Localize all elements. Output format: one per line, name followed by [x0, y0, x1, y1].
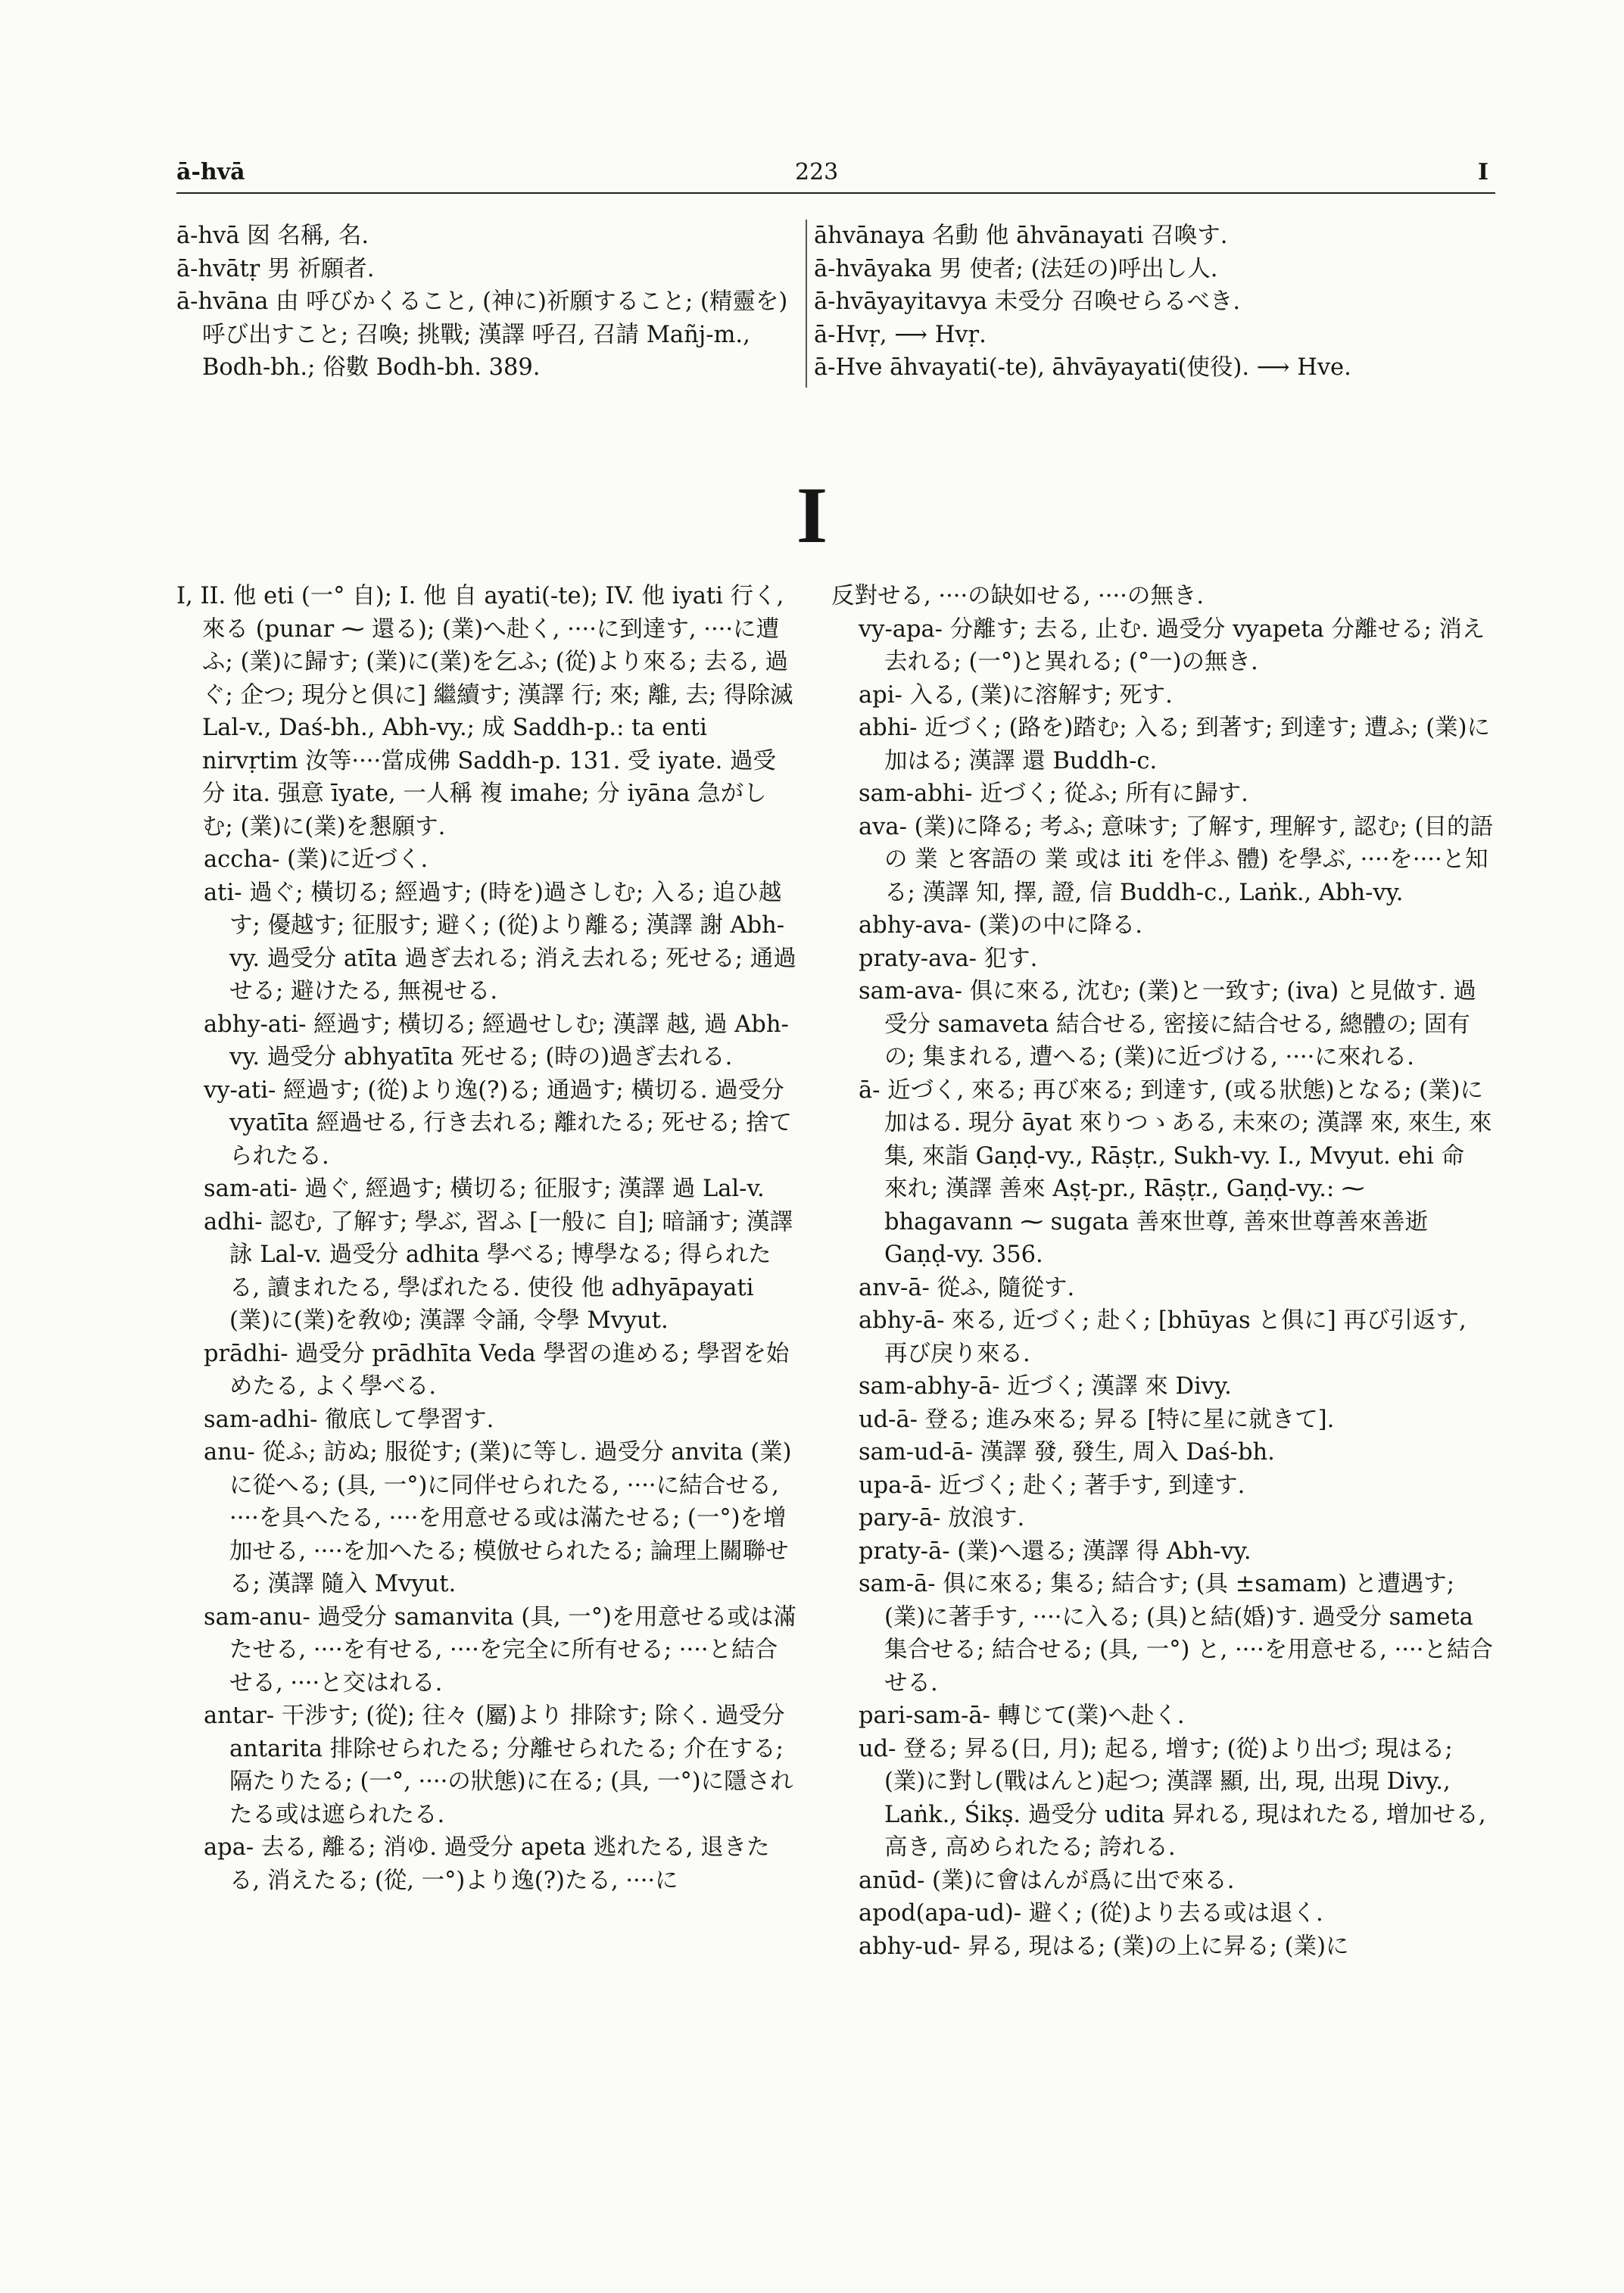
dictionary-entry: ā-Hvṛ, ⟶ Hvṛ. [814, 321, 987, 348]
dictionary-entry: ā-hvāna 由 呼びかくること, (神に)祈願すること; (精靈を)呼び出すこと; 召喚; 挑戰; 漢譯 呼召, 召請 Mañj-m., Bodh-bh.; 俗數 Bodh-bh. 389. [176, 288, 788, 381]
dictionary-entry: ud- 登る; 昇る(日, 月); 起る, 增す; (從)より出づ; 現はる; (業)に對し(戰はんと)起つ; 漢譯 顯, 出, 現, 出現 Divy., Laṅk., Śikṣ. 過受分 udita 昇れる, 現はれたる, 增加せる, 高き, 高められたる; 誇れる. [859, 1735, 1486, 1861]
dictionary-entry: antar- 干涉す; (從); 往々 (屬)より 排除す; 除く. 過受分 antarita 排除せられたる; 分離せられたる; 介在する; 隔たりたる; (一°, ····の狀態)に在る; (具, 一°)に隱されたる或は遮られたる. [204, 1703, 793, 1828]
dictionary-entry: abhi- 近づく; (路を)踏む; 入る; 到著す; 到達す; 遭ふ; (業)に加はる; 漢譯 還 Buddh-c. [859, 715, 1491, 774]
dictionary-entry: vy-ati- 經過す; (從)より逸(?)る; 通過す; 橫切る. 過受分 vyatīta 經過せる, 行き去れる; 離れたる; 死せる; 捨てられたる. [204, 1076, 793, 1170]
dictionary-entry: sam-ati- 過ぐ, 經過す; 橫切る; 征服す; 漢譯 過 Lal-v. [204, 1176, 765, 1202]
dictionary-entry: sam-ava- 俱に來る, 沈む; (業)と一致す; (iva) と見做す. 過受分 samaveta 結合せる, 密接に結合せる, 總體の; 固有の; 集まれる, 遭へる; (業)に近づける, ····に來れる. [859, 978, 1476, 1070]
dictionary-entry: ā-Hve āhvayati(-te), āhvāyayati(使役). ⟶ Hve. [814, 354, 1351, 381]
dictionary-entry: ā-hvā 囡 名稱, 名. [176, 223, 369, 249]
dictionary-entry: anv-ā- 從ふ, 隨從す. [859, 1274, 1075, 1301]
dictionary-entry: abhy-ā- 來る, 近づく; 赴く; [bhūyas と俱に] 再び引返す, 再び戾り來る. [859, 1307, 1467, 1367]
dictionary-entry: sam-anu- 過受分 samanvita (具, 一°)を用意せる或は滿たせる, ····を有せる, ····を完全に所有せる; ····と結合せる, ····と交はれる. [204, 1603, 796, 1696]
dictionary-entry: pary-ā- 放浪す. [859, 1505, 1025, 1531]
dictionary-entry: ud-ā- 登る; 進み來る; 昇る [特に星に就きて]. [859, 1406, 1335, 1433]
dictionary-entry: ā-hvāyayitavya 未受分 召喚せらるべき. [814, 288, 1241, 315]
dictionary-entry: adhi- 認む, 了解す; 學ぶ, 習ふ [一般に 自]; 暗誦す; 漢譯 詠 Lal-v. 過受分 adhita 學べる; 博學なる; 得られたる, 讀まれたる, 學ばれたる. 使役 他 adhyāpayati (業)に(業)を敎ゆ; 漢譯 令誦, 令學 Mvyut. [204, 1208, 793, 1334]
dictionary-entry: upa-ā- 近づく; 赴く; 著手す, 到達す. [859, 1472, 1245, 1499]
dictionary-entry: anūd- (業)に會はんが爲に出で來る. [859, 1867, 1235, 1894]
top-left-column [176, 220, 797, 385]
dictionary-entry: āhvānaya 名動 他 āhvānayati 召喚す. [814, 223, 1228, 249]
dictionary-entry: ava- (業)に降る; 考ふ; 意味す; 了解す, 理解す, 認む; (目的語の 業 と客語の 業 或は iti を伴ふ 體) を學ぶ, ····を····と知る; 漢譯 知, 擇, 證, 信 Buddh-c., Laṅk., Abh-vy. [859, 813, 1493, 906]
main-right-column [831, 580, 1494, 1963]
dictionary-entry: apod(apa-ud)- 避く; (從)より去る或は退く. [859, 1900, 1323, 1927]
dictionary-entry: accha- (業)に近づく. [204, 846, 429, 873]
dictionary-entry: praty-ava- 犯す. [859, 945, 1038, 972]
header-rule [176, 192, 1495, 194]
dictionary-entry: sam-ud-ā- 漢譯 發, 發生, 周入 Daś-bh. [859, 1439, 1275, 1466]
dictionary-entry: praty-ā- (業)へ還る; 漢譯 得 Abh-vy. [859, 1537, 1252, 1565]
dictionary-entry: prādhi- 過受分 prādhīta Veda 學習の進める; 學習を始めたる, よく學べる. [204, 1340, 790, 1400]
running-head-left: ā-hvā [176, 159, 245, 185]
dictionary-entry: api- 入る, (業)に溶解す; 死す. [859, 681, 1173, 709]
dictionary-entry: pari-sam-ā- 轉じて(業)へ赴く. [859, 1703, 1185, 1729]
dictionary-entry: vy-apa- 分離す; 去る, 止む. 過受分 vyapeta 分離せる; 消え去れる; (一°)と異れる; (°一)の無き. [859, 615, 1485, 675]
dictionary-entry: abhy-ati- 經過す; 橫切る; 經過せしむ; 漢譯 越, 過 Abh-vy. 過受分 abhyatīta 死せる; (時の)過ぎ去れる. [204, 1011, 789, 1070]
dictionary-entry: anu- 從ふ; 訪ぬ; 服從す; (業)に等し. 過受分 anvita (業)に從へる; (具, 一°)に同伴せられたる, ····に結合せる, ····を具へたる, ····を用意せる或は滿たせる; (一°)を增加せる, ····を加へたる; 模倣せられたる; 論理上關聯せる; 漢譯 隨入 Mvyut. [204, 1439, 792, 1597]
top-right-column [814, 220, 1499, 385]
page-number: 223 [795, 159, 839, 185]
dictionary-entry: I, II. 他 eti (一° 自); I. 他 自 ayati(-te); IV. 他 iyati 行く, 來る (punar ⁓ 還る); (業)へ赴く, ····に到達す, ····に遭ふ; (業)に歸す; (業)に(業)を乞ふ; (從)より來る; 去る, 過ぐ; 企つ; 現分と俱に] 繼續す; 漢譯 行; 來; 離, 去; 得除滅 Lal-v., Daś-bh., Abh-vy.; 成 Saddh-p.: ta enti nirvṛtim 汝等····當成佛 Saddh-p. 131. 受 iyate. 過受分 ita. 强意 īyate, 一人稱 複 imahe; 分 iyāna 急がしむ; (業)に(業)を懇願す. [176, 583, 793, 840]
column-separator [806, 220, 807, 388]
dictionary-entry: ā-hvātṛ 男 祈願者. [176, 255, 375, 282]
dictionary-entry: abhy-ava- (業)の中に降る. [859, 912, 1142, 939]
dictionary-entry: sam-abhi- 近づく; 從ふ; 所有に歸す. [859, 780, 1248, 807]
running-head-right: I [1478, 159, 1489, 185]
dictionary-entry: apa- 去る, 離る; 消ゆ. 過受分 apeta 逃れたる, 退きたる, 消えたる; (從, 一°)より逸(?)たる, ····に [204, 1834, 770, 1894]
dictionary-entry: sam-adhi- 徹底して學習す. [204, 1406, 494, 1433]
dictionary-entry: ati- 過ぐ; 橫切る; 經過す; (時を)過さしむ; 入る; 追ひ越す; 優越す; 征服す; 避く; (從)より離る; 漢譯 謝 Abh-vy. 過受分 atīta 過ぎ去れる; 消え去れる; 死せる; 通過せる; 避けたる, 無視せる. [204, 879, 796, 1005]
dictionary-entry: ā- 近づく, 來る; 再び來る; 到達す, (或る狀態)となる; (業)に加はる. 現分 āyat 來りつゝある, 未來の; 漢譯 來, 來生, 來集, 來詣 Gaṇḍ-vy., Rāṣṭr., Sukh-vy. I., Mvyut. ehi 命 來れ; 漢譯 善來 Aṣṭ-pr., Rāṣṭr., Gaṇḍ-vy.: ⁓ bhagavann ⁓ sugata 善來世尊, 善來世尊善來善逝 Gaṇḍ-vy. 356. [859, 1076, 1492, 1268]
dictionary-entry: sam-abhy-ā- 近づく; 漢譯 來 Divy. [859, 1373, 1232, 1400]
dictionary-entry: 反對せる, ····の缺如せる, ····の無き. [831, 583, 1205, 609]
dictionary-entry: abhy-ud- 昇る, 現はる; (業)の上に昇る; (業)に [859, 1933, 1349, 1960]
main-left-column [176, 580, 797, 1897]
section-letter: I [796, 471, 828, 559]
dictionary-entry: ā-hvāyaka 男 使者; (法廷の)呼出し人. [814, 255, 1218, 282]
dictionary-entry: sam-ā- 俱に來る; 集る; 結合す; (具 ±samam) と遭遇す; (業)に著手す, ····に入る; (具)と結(婚)す. 過受分 sameta 集合せる; 結合せる; (具, 一°) と, ····を用意せる, ····と結合せる. [859, 1571, 1493, 1696]
